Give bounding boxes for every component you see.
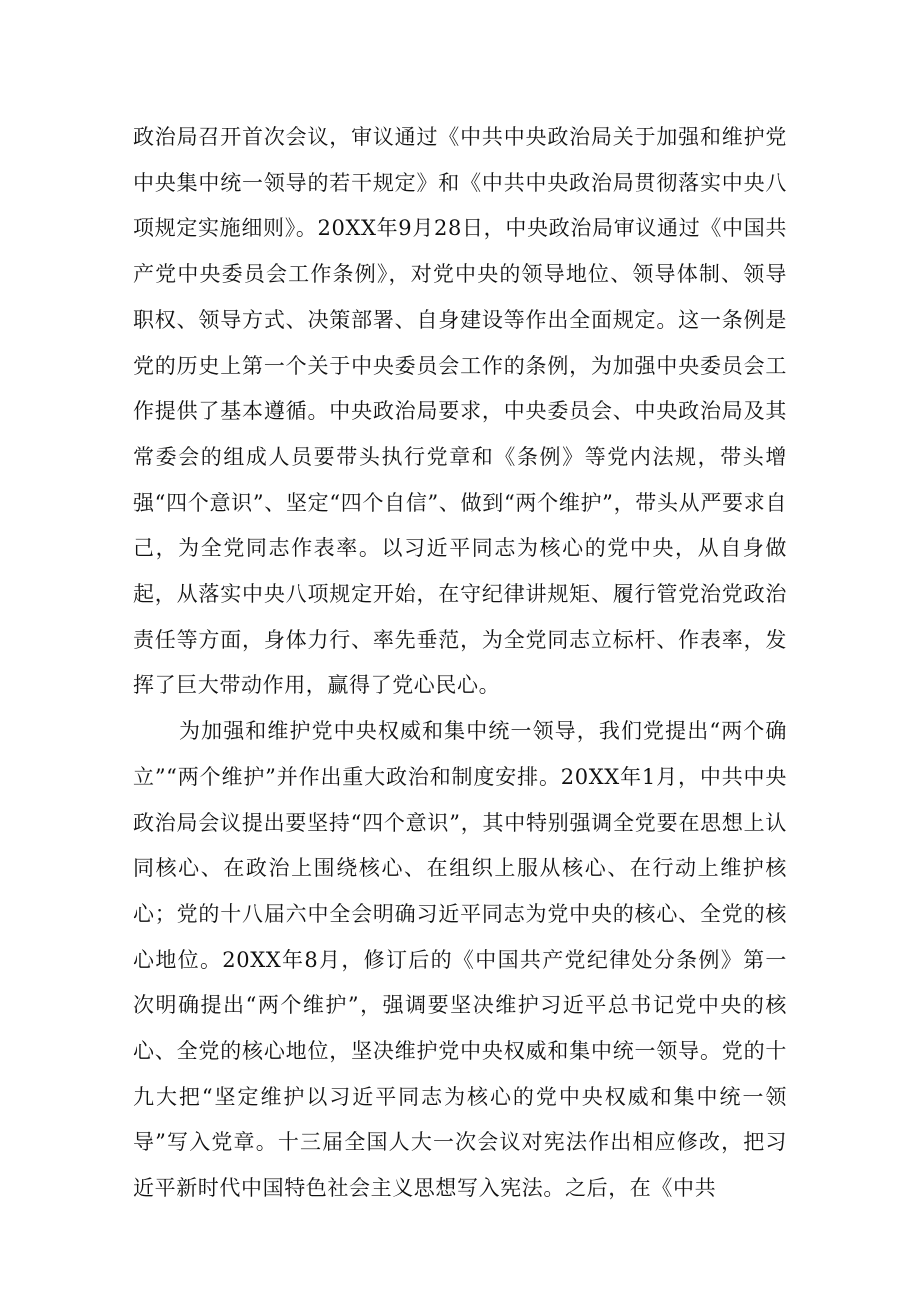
paragraph-1: 政治局召开首次会议，审议通过《中共中央政治局关于加强和维护党中央集中统一领导的若干规定》和《中共中央政治局贯彻落实中央八项规定实施细则》。20XX年9月28日，中央政治局审议通过《中国共产党中央委员会工作条例》，对党中央的领导地位、领导体制、领导职权、领导方式、决策部署、自身建设等作出全面规定。这一条例是党的历史上第一个关于中央委员会工作的条例，为加强中央委员会工作提供了基本遵循。中央政治局要求，中央委员会、中央政治局及其常委会的组成人员要带头执行党章和《条例》等党内法规，带头增强“四个意识”、坚定“四个自信”、做到“两个维护”，带头从严要求自己，为全党同志作表率。以习近平同志为核心的党中央，从自身做起，从落实中央八项规定开始，在守纪律讲规矩、履行管党治党政治责任等方面，身体力行、率先垂范，为全党同志立标杆、作表率，发挥了巨大带动作用，赢得了党心民心。 [133,125,787,698]
paragraph-2: 为加强和维护党中央权威和集中统一领导，我们党提出“两个确立”“两个维护”并作出重大政治和制度安排。20XX年1月，中共中央政治局会议提出要坚持“四个意识”，其中特别强调全党要在思想上认同核心、在政治上围绕核心、在组织上服从核心、在行动上维护核心；党的十八届六中全会明确习近平同志为党中央的核心、全党的核心地位。20XX年8月，修订后的《中国共产党纪律处分条例》第一次明确提出“两个维护”，强调要坚决维护习近平总书记党中央的核心、全党的核心地位，坚决维护党中央权威和集中统一领导。党的十九大把“坚定维护以习近平同志为核心的党中央权威和集中统一领导”写入党章。十三届全国人大一次会议对宪法作出相应修改，把习近平新时代中国特色社会主义思想写入宪法。之后，在《中共 [133,719,787,1201]
document-page [133,115,787,1212]
